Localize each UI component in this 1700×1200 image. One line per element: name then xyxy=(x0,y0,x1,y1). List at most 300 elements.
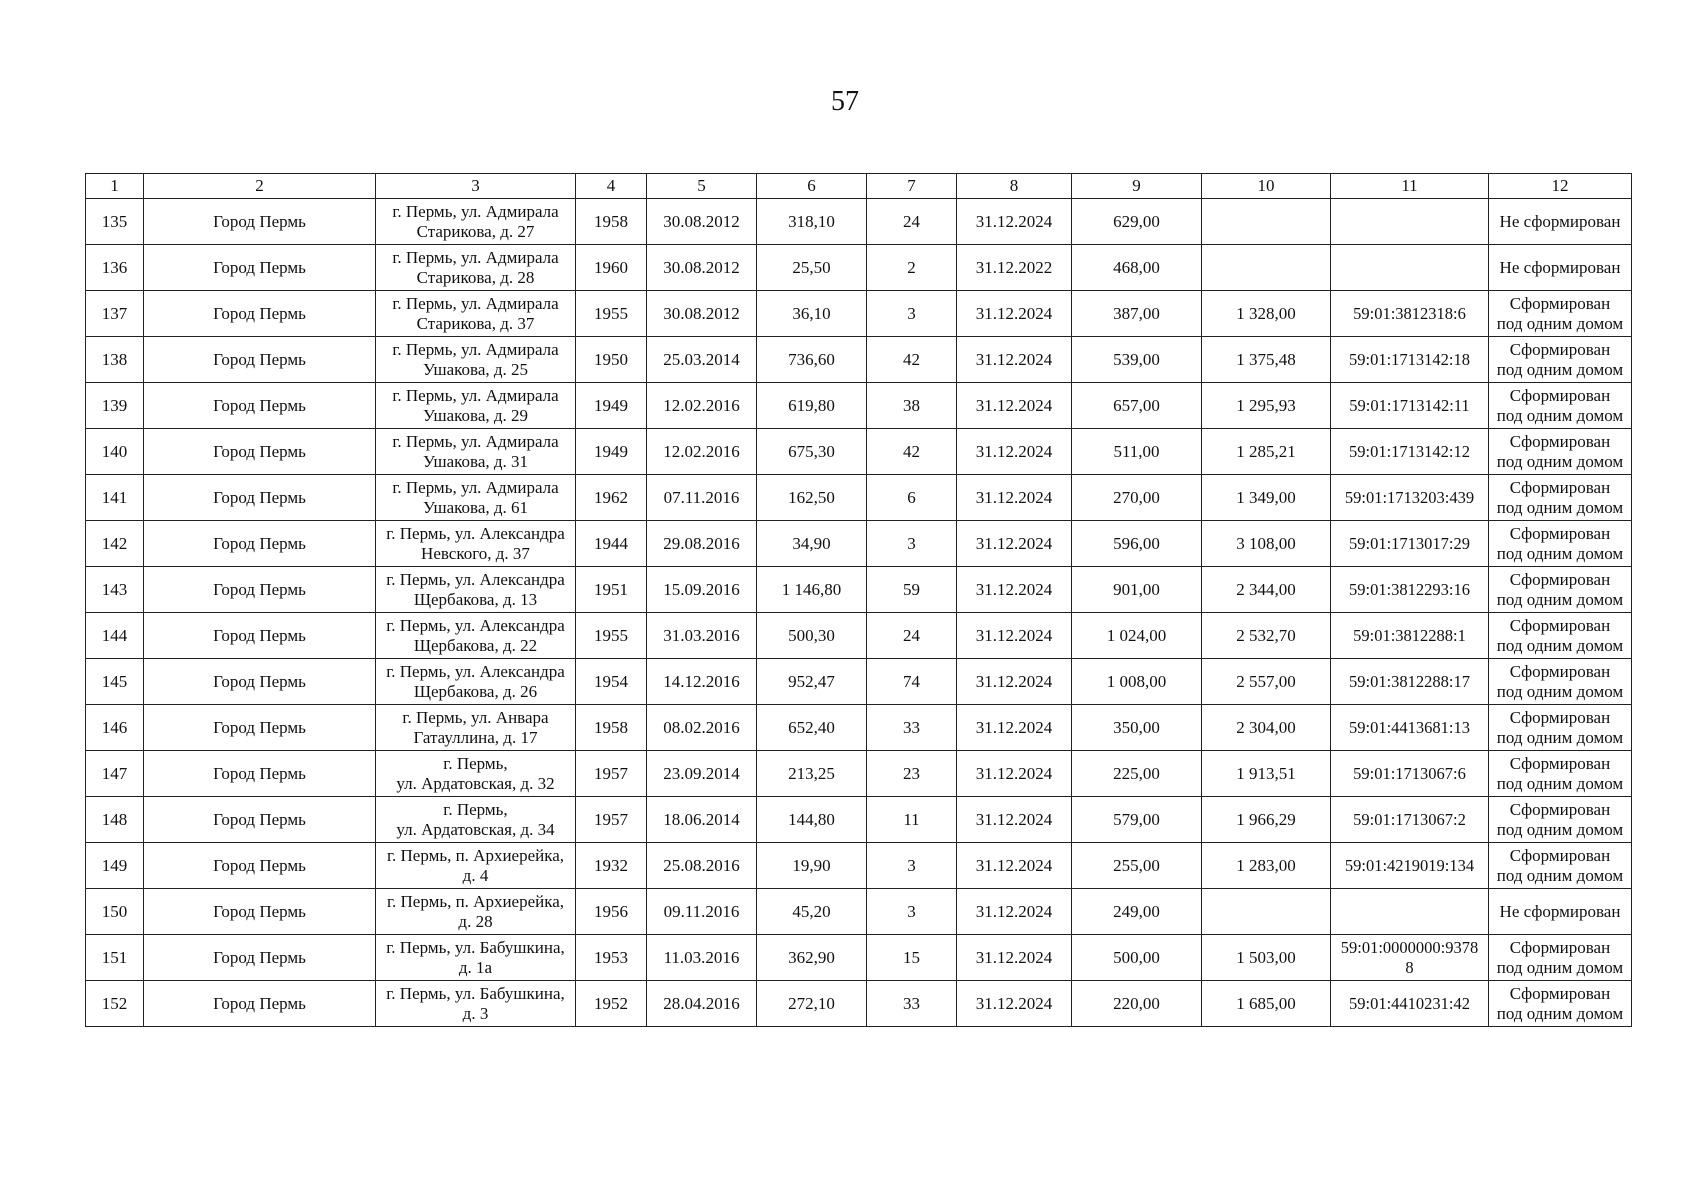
year-built-cell: 1958 xyxy=(576,705,647,751)
area-cell: 19,90 xyxy=(757,843,867,889)
row-number: 142 xyxy=(86,521,144,567)
status-line-2: под одним домом xyxy=(1496,543,1624,563)
deadline-cell: 31.12.2024 xyxy=(957,889,1072,935)
status-line-2: под одним домом xyxy=(1496,957,1624,977)
status-line-1: Сформирован xyxy=(1509,477,1611,497)
cadastral-number-wrap: 8 xyxy=(1405,957,1414,977)
land-status-cell xyxy=(1489,751,1632,797)
column-9-cell: 901,00 xyxy=(1072,567,1202,613)
residents-cell: 2 xyxy=(867,245,957,291)
land-status-cell xyxy=(1489,797,1632,843)
date-cell: 18.06.2014 xyxy=(647,797,757,843)
column-10-cell xyxy=(1202,199,1331,245)
address-cell xyxy=(376,567,576,613)
address-line-1: г. Пермь, ул. Бабушкина, xyxy=(386,983,565,1003)
column-10-cell: 1 966,29 xyxy=(1202,797,1331,843)
status-line-1: Сформирован xyxy=(1509,293,1611,313)
area-cell: 34,90 xyxy=(757,521,867,567)
municipality-cell: Город Пермь xyxy=(144,613,376,659)
land-status-cell xyxy=(1489,567,1632,613)
residents-cell: 3 xyxy=(867,521,957,567)
column-header: 5 xyxy=(647,174,757,199)
land-status-cell xyxy=(1489,291,1632,337)
municipality-cell: Город Пермь xyxy=(144,245,376,291)
date-cell: 25.03.2014 xyxy=(647,337,757,383)
residents-cell: 33 xyxy=(867,705,957,751)
year-built-cell: 1950 xyxy=(576,337,647,383)
status-line-1: Сформирован xyxy=(1509,385,1611,405)
land-status-cell xyxy=(1489,659,1632,705)
table-row xyxy=(86,751,1632,797)
cadastral-number: 59:01:3812288:1 xyxy=(1353,625,1466,645)
residents-cell: 15 xyxy=(867,935,957,981)
row-number: 145 xyxy=(86,659,144,705)
column-9-cell: 350,00 xyxy=(1072,705,1202,751)
cadastral-number: 59:01:4410231:42 xyxy=(1348,993,1470,1013)
area-cell: 952,47 xyxy=(757,659,867,705)
date-cell: 12.02.2016 xyxy=(647,383,757,429)
address-line-2: д. 1а xyxy=(458,957,493,977)
address-line-2: Ушакова, д. 61 xyxy=(422,497,529,517)
address-cell xyxy=(376,935,576,981)
address-line-2: Ушакова, д. 25 xyxy=(422,359,529,379)
address-line-2: Щербакова, д. 13 xyxy=(413,589,538,609)
address-line-2: ул. Ардатовская, д. 34 xyxy=(396,819,555,839)
status-line-1: Сформирован xyxy=(1509,431,1611,451)
deadline-cell: 31.12.2024 xyxy=(957,337,1072,383)
status-line-2: под одним домом xyxy=(1496,405,1624,425)
column-9-cell: 255,00 xyxy=(1072,843,1202,889)
area-cell: 144,80 xyxy=(757,797,867,843)
cadastral-number-cell xyxy=(1331,981,1489,1027)
address-line-2: Старикова, д. 37 xyxy=(416,313,535,333)
year-built-cell: 1949 xyxy=(576,383,647,429)
land-status-cell xyxy=(1489,521,1632,567)
date-cell: 23.09.2014 xyxy=(647,751,757,797)
column-9-cell: 629,00 xyxy=(1072,199,1202,245)
deadline-cell: 31.12.2024 xyxy=(957,935,1072,981)
deadline-cell: 31.12.2024 xyxy=(957,429,1072,475)
address-line-1: г. Пермь, ул. Анвара xyxy=(402,707,549,727)
cadastral-number: 59:01:1713017:29 xyxy=(1348,533,1470,553)
residents-cell: 33 xyxy=(867,981,957,1027)
address-cell xyxy=(376,981,576,1027)
address-cell xyxy=(376,705,576,751)
row-number: 136 xyxy=(86,245,144,291)
area-cell: 619,80 xyxy=(757,383,867,429)
address-line-2: Невского, д. 37 xyxy=(421,543,530,563)
cadastral-number-cell xyxy=(1331,475,1489,521)
date-cell: 14.12.2016 xyxy=(647,659,757,705)
municipality-cell: Город Пермь xyxy=(144,659,376,705)
municipality-cell: Город Пермь xyxy=(144,705,376,751)
row-number: 139 xyxy=(86,383,144,429)
status-line-2: под одним домом xyxy=(1496,1003,1624,1023)
address-line-1: г. Пермь, п. Архиерейка, xyxy=(386,845,565,865)
column-10-cell: 2 532,70 xyxy=(1202,613,1331,659)
column-10-cell: 2 344,00 xyxy=(1202,567,1331,613)
land-status-cell xyxy=(1489,705,1632,751)
cadastral-number: 59:01:4219019:134 xyxy=(1344,855,1475,875)
column-number-header-row xyxy=(86,174,1632,199)
land-status-cell xyxy=(1489,613,1632,659)
municipality-cell: Город Пермь xyxy=(144,797,376,843)
land-status-cell xyxy=(1489,245,1632,291)
area-cell: 272,10 xyxy=(757,981,867,1027)
year-built-cell: 1958 xyxy=(576,199,647,245)
row-number: 150 xyxy=(86,889,144,935)
column-10-cell: 1 913,51 xyxy=(1202,751,1331,797)
cadastral-number: 59:01:3812288:17 xyxy=(1348,671,1470,691)
residents-cell: 3 xyxy=(867,843,957,889)
cadastral-number-cell xyxy=(1331,429,1489,475)
deadline-cell: 31.12.2024 xyxy=(957,797,1072,843)
municipality-cell: Город Пермь xyxy=(144,429,376,475)
residents-cell: 3 xyxy=(867,291,957,337)
status-line-2: под одним домом xyxy=(1496,635,1624,655)
column-header: 1 xyxy=(86,174,144,199)
area-cell: 25,50 xyxy=(757,245,867,291)
year-built-cell: 1952 xyxy=(576,981,647,1027)
address-cell xyxy=(376,889,576,935)
date-cell: 30.08.2012 xyxy=(647,199,757,245)
area-cell: 318,10 xyxy=(757,199,867,245)
year-built-cell: 1957 xyxy=(576,797,647,843)
cadastral-number-cell xyxy=(1331,705,1489,751)
column-10-cell: 1 295,93 xyxy=(1202,383,1331,429)
column-9-cell: 1 008,00 xyxy=(1072,659,1202,705)
column-10-cell: 2 557,00 xyxy=(1202,659,1331,705)
address-line-2: Ушакова, д. 29 xyxy=(422,405,529,425)
address-line-1: г. Пермь, ул. Бабушкина, xyxy=(386,937,565,957)
municipality-cell: Город Пермь xyxy=(144,751,376,797)
residents-cell: 24 xyxy=(867,199,957,245)
residents-cell: 6 xyxy=(867,475,957,521)
deadline-cell: 31.12.2024 xyxy=(957,291,1072,337)
date-cell: 31.03.2016 xyxy=(647,613,757,659)
table-row xyxy=(86,245,1632,291)
cadastral-number: 59:01:1713142:12 xyxy=(1348,441,1470,461)
municipality-cell: Город Пермь xyxy=(144,843,376,889)
year-built-cell: 1949 xyxy=(576,429,647,475)
address-line-1: г. Пермь, ул. Адмирала xyxy=(392,477,559,497)
status-line-1: Сформирован xyxy=(1509,799,1611,819)
address-line-1: г. Пермь, ул. Адмирала xyxy=(392,293,559,313)
residents-cell: 23 xyxy=(867,751,957,797)
address-cell xyxy=(376,521,576,567)
address-line-1: г. Пермь, ул. Александра xyxy=(386,523,565,543)
status-line-1: Сформирован xyxy=(1509,845,1611,865)
column-9-cell: 468,00 xyxy=(1072,245,1202,291)
status-line-2: под одним домом xyxy=(1496,773,1624,793)
address-line-1: г. Пермь, ул. Адмирала xyxy=(392,431,559,451)
cadastral-number: 59:01:1713067:6 xyxy=(1353,763,1466,783)
year-built-cell: 1954 xyxy=(576,659,647,705)
status-line-1: Сформирован xyxy=(1509,707,1611,727)
address-cell xyxy=(376,337,576,383)
residents-cell: 38 xyxy=(867,383,957,429)
row-number: 148 xyxy=(86,797,144,843)
cadastral-number-cell xyxy=(1331,521,1489,567)
status-line-2: под одним домом xyxy=(1496,451,1624,471)
address-line-2: Щербакова, д. 26 xyxy=(413,681,538,701)
column-9-cell: 387,00 xyxy=(1072,291,1202,337)
column-10-cell: 1 685,00 xyxy=(1202,981,1331,1027)
status-line-1: Сформирован xyxy=(1509,983,1611,1003)
address-line-1: г. Пермь, ул. Адмирала xyxy=(392,247,559,267)
deadline-cell: 31.12.2024 xyxy=(957,705,1072,751)
deadline-cell: 31.12.2024 xyxy=(957,981,1072,1027)
date-cell: 09.11.2016 xyxy=(647,889,757,935)
cadastral-number-cell xyxy=(1331,935,1489,981)
cadastral-number-cell xyxy=(1331,613,1489,659)
deadline-cell: 31.12.2024 xyxy=(957,751,1072,797)
date-cell: 11.03.2016 xyxy=(647,935,757,981)
municipality-cell: Город Пермь xyxy=(144,475,376,521)
area-cell: 652,40 xyxy=(757,705,867,751)
status-line-1: Не сформирован xyxy=(1499,901,1621,921)
column-10-cell: 1 283,00 xyxy=(1202,843,1331,889)
date-cell: 29.08.2016 xyxy=(647,521,757,567)
cadastral-number-cell xyxy=(1331,797,1489,843)
page-number: 57 xyxy=(831,86,859,117)
column-10-cell xyxy=(1202,245,1331,291)
row-number: 141 xyxy=(86,475,144,521)
cadastral-number-cell xyxy=(1331,567,1489,613)
table-row xyxy=(86,705,1632,751)
row-number: 144 xyxy=(86,613,144,659)
column-10-cell: 1 503,00 xyxy=(1202,935,1331,981)
table-row xyxy=(86,935,1632,981)
year-built-cell: 1944 xyxy=(576,521,647,567)
row-number: 137 xyxy=(86,291,144,337)
area-cell: 162,50 xyxy=(757,475,867,521)
column-9-cell: 1 024,00 xyxy=(1072,613,1202,659)
date-cell: 30.08.2012 xyxy=(647,245,757,291)
column-9-cell: 270,00 xyxy=(1072,475,1202,521)
address-cell xyxy=(376,843,576,889)
deadline-cell: 31.12.2024 xyxy=(957,613,1072,659)
column-9-cell: 579,00 xyxy=(1072,797,1202,843)
table-row xyxy=(86,981,1632,1027)
date-cell: 12.02.2016 xyxy=(647,429,757,475)
year-built-cell: 1955 xyxy=(576,613,647,659)
status-line-1: Сформирован xyxy=(1509,937,1611,957)
residents-cell: 24 xyxy=(867,613,957,659)
year-built-cell: 1960 xyxy=(576,245,647,291)
area-cell: 736,60 xyxy=(757,337,867,383)
address-line-2: Старикова, д. 28 xyxy=(416,267,535,287)
date-cell: 08.02.2016 xyxy=(647,705,757,751)
address-cell xyxy=(376,245,576,291)
column-9-cell: 657,00 xyxy=(1072,383,1202,429)
residents-cell: 11 xyxy=(867,797,957,843)
table-row xyxy=(86,429,1632,475)
deadline-cell: 31.12.2024 xyxy=(957,199,1072,245)
column-10-cell: 1 285,21 xyxy=(1202,429,1331,475)
year-built-cell: 1962 xyxy=(576,475,647,521)
column-10-cell: 1 328,00 xyxy=(1202,291,1331,337)
status-line-1: Сформирован xyxy=(1509,523,1611,543)
row-number: 149 xyxy=(86,843,144,889)
column-header: 2 xyxy=(144,174,376,199)
cadastral-number: 59:01:4413681:13 xyxy=(1348,717,1470,737)
table-row xyxy=(86,889,1632,935)
address-line-2: Щербакова, д. 22 xyxy=(413,635,538,655)
status-line-1: Не сформирован xyxy=(1499,257,1621,277)
area-cell: 36,10 xyxy=(757,291,867,337)
year-built-cell: 1955 xyxy=(576,291,647,337)
address-line-1: г. Пермь, ул. Александра xyxy=(386,569,565,589)
column-10-cell: 3 108,00 xyxy=(1202,521,1331,567)
status-line-2: под одним домом xyxy=(1496,727,1624,747)
table-row xyxy=(86,383,1632,429)
status-line-2: под одним домом xyxy=(1496,681,1624,701)
cadastral-number: 59:01:1713067:2 xyxy=(1353,809,1466,829)
cadastral-number-cell xyxy=(1331,751,1489,797)
row-number: 138 xyxy=(86,337,144,383)
status-line-1: Сформирован xyxy=(1509,661,1611,681)
status-line-2: под одним домом xyxy=(1496,865,1624,885)
column-header: 7 xyxy=(867,174,957,199)
municipality-cell: Город Пермь xyxy=(144,521,376,567)
address-cell xyxy=(376,383,576,429)
column-9-cell: 249,00 xyxy=(1072,889,1202,935)
table-row xyxy=(86,199,1632,245)
column-10-cell: 1 349,00 xyxy=(1202,475,1331,521)
residents-cell: 59 xyxy=(867,567,957,613)
municipality-cell: Город Пермь xyxy=(144,935,376,981)
column-header: 10 xyxy=(1202,174,1331,199)
cadastral-number: 59:01:1713142:11 xyxy=(1349,395,1470,415)
column-10-cell: 2 304,00 xyxy=(1202,705,1331,751)
status-line-2: под одним домом xyxy=(1496,589,1624,609)
address-cell xyxy=(376,199,576,245)
address-line-1: г. Пермь, ул. Александра xyxy=(386,661,565,681)
column-10-cell xyxy=(1202,889,1331,935)
cadastral-number-cell xyxy=(1331,337,1489,383)
address-line-2: д. 28 xyxy=(458,911,493,931)
status-line-2: под одним домом xyxy=(1496,313,1624,333)
status-line-1: Сформирован xyxy=(1509,569,1611,589)
status-line-2: под одним домом xyxy=(1496,497,1624,517)
date-cell: 28.04.2016 xyxy=(647,981,757,1027)
deadline-cell: 31.12.2024 xyxy=(957,521,1072,567)
area-cell: 45,20 xyxy=(757,889,867,935)
row-number: 135 xyxy=(86,199,144,245)
cadastral-number: 59:01:3812293:16 xyxy=(1348,579,1470,599)
status-line-2: под одним домом xyxy=(1496,819,1624,839)
column-header: 11 xyxy=(1331,174,1489,199)
cadastral-number-cell xyxy=(1331,659,1489,705)
area-cell: 675,30 xyxy=(757,429,867,475)
status-line-2: под одним домом xyxy=(1496,359,1624,379)
land-status-cell xyxy=(1489,843,1632,889)
municipality-cell: Город Пермь xyxy=(144,889,376,935)
column-header: 9 xyxy=(1072,174,1202,199)
land-status-cell xyxy=(1489,383,1632,429)
date-cell: 25.08.2016 xyxy=(647,843,757,889)
table-row xyxy=(86,567,1632,613)
municipality-cell: Город Пермь xyxy=(144,567,376,613)
cadastral-number-cell xyxy=(1331,383,1489,429)
column-header: 4 xyxy=(576,174,647,199)
residents-cell: 42 xyxy=(867,337,957,383)
address-line-1: г. Пермь, ул. Александра xyxy=(386,615,565,635)
row-number: 152 xyxy=(86,981,144,1027)
column-9-cell: 500,00 xyxy=(1072,935,1202,981)
deadline-cell: 31.12.2024 xyxy=(957,383,1072,429)
cadastral-number: 59:01:1713203:439 xyxy=(1344,487,1475,507)
address-cell xyxy=(376,291,576,337)
municipality-cell: Город Пермь xyxy=(144,291,376,337)
municipality-cell: Город Пермь xyxy=(144,199,376,245)
year-built-cell: 1932 xyxy=(576,843,647,889)
column-9-cell: 225,00 xyxy=(1072,751,1202,797)
address-cell xyxy=(376,751,576,797)
column-header: 3 xyxy=(376,174,576,199)
cadastral-number: 59:01:1713142:18 xyxy=(1348,349,1470,369)
date-cell: 15.09.2016 xyxy=(647,567,757,613)
table-row xyxy=(86,475,1632,521)
deadline-cell: 31.12.2024 xyxy=(957,567,1072,613)
year-built-cell: 1956 xyxy=(576,889,647,935)
address-line-2: Гатауллина, д. 17 xyxy=(413,727,538,747)
residents-cell: 42 xyxy=(867,429,957,475)
status-line-1: Сформирован xyxy=(1509,339,1611,359)
land-status-cell xyxy=(1489,475,1632,521)
column-header: 8 xyxy=(957,174,1072,199)
address-line-2: д. 4 xyxy=(462,865,489,885)
address-cell xyxy=(376,797,576,843)
row-number: 151 xyxy=(86,935,144,981)
date-cell: 30.08.2012 xyxy=(647,291,757,337)
area-cell: 362,90 xyxy=(757,935,867,981)
cadastral-number-cell xyxy=(1331,245,1489,291)
row-number: 140 xyxy=(86,429,144,475)
cadastral-number-cell xyxy=(1331,291,1489,337)
row-number: 143 xyxy=(86,567,144,613)
municipality-cell: Город Пермь xyxy=(144,383,376,429)
year-built-cell: 1951 xyxy=(576,567,647,613)
row-number: 146 xyxy=(86,705,144,751)
address-line-2: ул. Ардатовская, д. 32 xyxy=(396,773,555,793)
column-header: 12 xyxy=(1489,174,1632,199)
status-line-1: Сформирован xyxy=(1509,615,1611,635)
cadastral-number-cell xyxy=(1331,843,1489,889)
year-built-cell: 1957 xyxy=(576,751,647,797)
row-number: 147 xyxy=(86,751,144,797)
address-line-1: г. Пермь, ул. Адмирала xyxy=(392,385,559,405)
address-line-1: г. Пермь, xyxy=(443,753,508,773)
table-row xyxy=(86,797,1632,843)
column-9-cell: 539,00 xyxy=(1072,337,1202,383)
cadastral-number: 59:01:0000000:9378 xyxy=(1340,937,1479,957)
table-row xyxy=(86,613,1632,659)
land-status-cell xyxy=(1489,889,1632,935)
land-status-cell xyxy=(1489,429,1632,475)
municipality-cell: Город Пермь xyxy=(144,337,376,383)
table-row xyxy=(86,337,1632,383)
area-cell: 1 146,80 xyxy=(757,567,867,613)
column-9-cell: 511,00 xyxy=(1072,429,1202,475)
address-line-2: Старикова, д. 27 xyxy=(416,221,535,241)
date-cell: 07.11.2016 xyxy=(647,475,757,521)
land-status-cell xyxy=(1489,199,1632,245)
column-header: 6 xyxy=(757,174,867,199)
address-line-1: г. Пермь, xyxy=(443,799,508,819)
table-row xyxy=(86,291,1632,337)
